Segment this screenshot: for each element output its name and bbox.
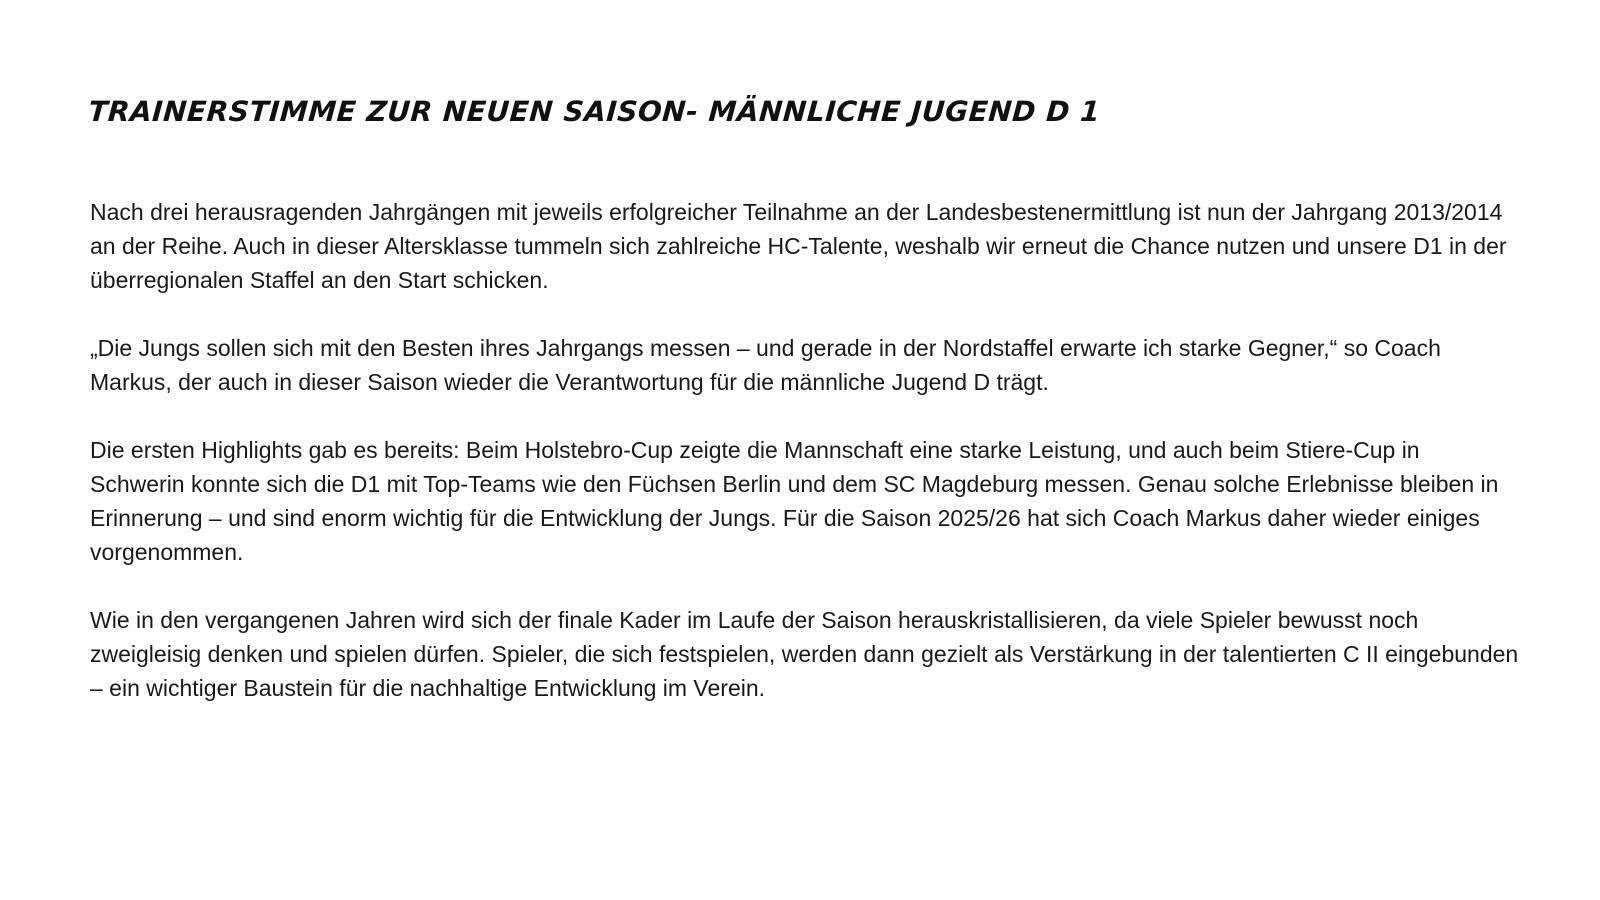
article-title: TRAINERSTIMME ZUR NEUEN SAISON- MÄNNLICHE JUGEND D 1 bbox=[87, 95, 1102, 128]
paragraph-4: Wie in den vergangenen Jahren wird sich der finale Kader im Laufe der Saison herauskristallisieren, da viele Spieler bewusst noch zweigleisig denken und spielen dürfen. Spieler, die sich festspielen, werden dann gezielt als Verstärkung in der talentierten C II eingebunden – ein wichtiger Baustein für die nachhaltige Entwicklung im Verein. bbox=[90, 607, 1519, 701]
paragraph-3: Die ersten Highlights gab es bereits: Beim Holstebro-Cup zeigte die Mannschaft eine starke Leistung, und auch beim Stiere-Cup in Schwerin konnte sich die D1 mit Top-Teams wie den Füchsen Berlin und dem SC Magdeburg messen. Genau solche Erlebnisse bleiben in Erinnerung – und sind enorm wichtig für die Entwicklung der Jungs. Für die Saison 2025/26 hat sich Coach Markus daher wieder einiges vorgenommen. bbox=[90, 437, 1499, 565]
article-body bbox=[90, 195, 1520, 739]
paragraph-1: Nach drei herausragenden Jahrgängen mit jeweils erfolgreicher Teilnahme an der Landesbestenermittlung ist nun der Jahrgang 2013/2014 an der Reihe. Auch in dieser Altersklasse tummeln sich zahlreiche HC-Talente, weshalb wir erneut die Chance nutzen und unsere D1 in der überregionalen Staffel an den Start schicken. bbox=[90, 199, 1507, 293]
paragraph-2: „Die Jungs sollen sich mit den Besten ihres Jahrgangs messen – und gerade in der Nordstaffel erwarte ich starke Gegner,“ so Coach Markus, der auch in dieser Saison wieder die Verantwortung für die männliche Jugend D trägt. bbox=[90, 335, 1441, 395]
